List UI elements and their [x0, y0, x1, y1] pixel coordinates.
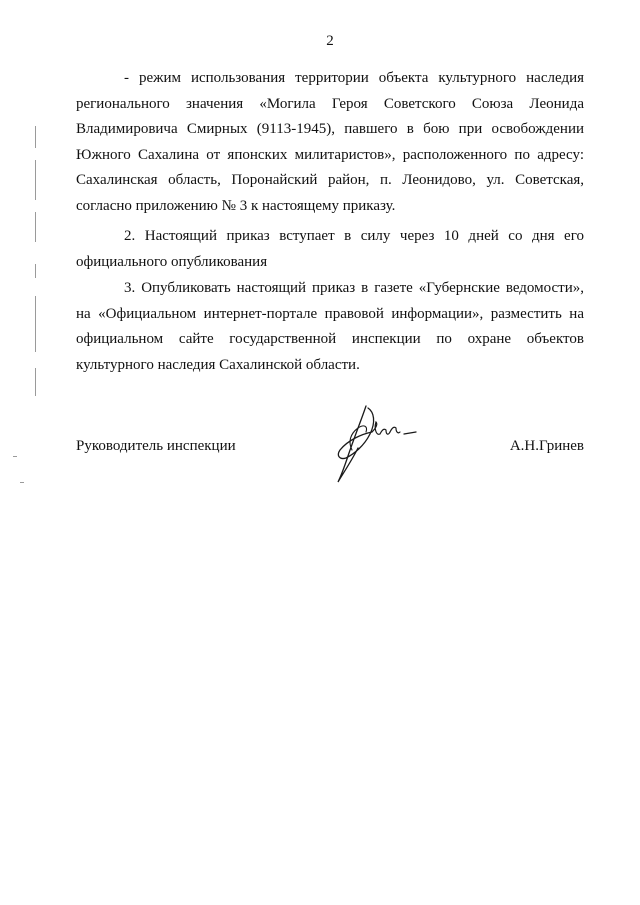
scan-margin-mark — [35, 368, 36, 396]
scan-margin-mark — [35, 212, 36, 242]
scan-margin-mark — [35, 296, 36, 352]
signatory-name: А.Н.Гринев — [509, 438, 584, 454]
scan-margin-mark — [35, 264, 36, 278]
signatory-role: Руководитель инспекции — [76, 438, 236, 454]
paragraph-publication: 3. Опубликовать настоящий приказ в газете «Губернские ведомости», на «Официальном интернет-портале правовой информации», разместить на официальном сайте государственной инспекции по охране объектов культурного наследия Сахалинской области. — [76, 280, 584, 373]
scan-margin-mark — [35, 126, 36, 148]
paragraph-territory-regime: - режим использования территории объекта культурного наследия регионального значения «Могила Героя Советского Союза Леонида Владимировича Смирных (9113-1945), павшего в бою при освобождении Южного Сахалина от японских милитаристов», расположенного по адресу: Сахалинская область, Поронайский район, п. Леонидово, ул. Советская, согласно приложению № 3 к настоящему приказу. — [76, 70, 584, 214]
paragraph-effective-date: 2. Настоящий приказ вступает в силу через 10 дней со дня его официального опубликования — [76, 228, 584, 270]
page-number: 2 — [326, 33, 334, 49]
scan-margin-mark — [13, 456, 17, 457]
scan-margin-mark — [20, 482, 24, 483]
handwritten-signature — [318, 398, 423, 488]
scan-margin-mark — [35, 160, 36, 200]
